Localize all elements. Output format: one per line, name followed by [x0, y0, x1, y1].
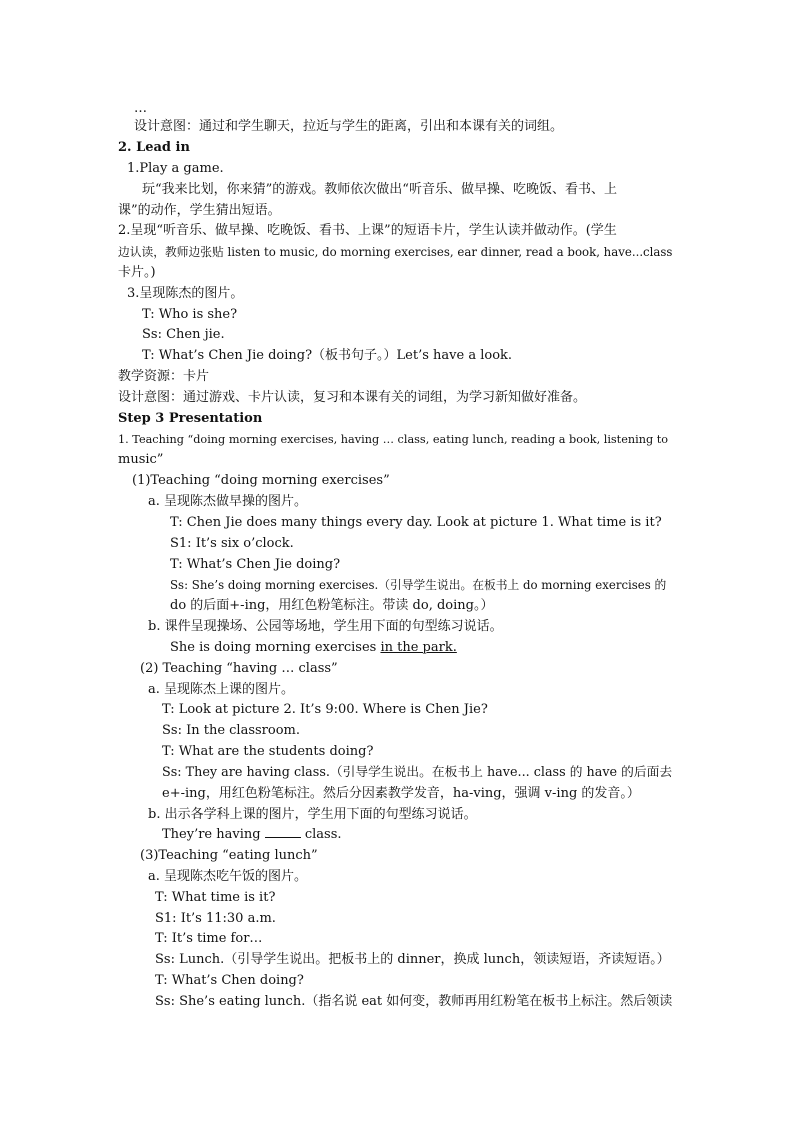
sentence-text: They’re having	[162, 827, 261, 842]
subsection-heading: (1)Teaching “doing morning exercises”	[132, 473, 390, 488]
teaching-resource: 教学资源：卡片	[118, 369, 210, 384]
paragraph-line: 卡片。)	[118, 265, 156, 280]
dialogue-line: T: What time is it?	[155, 890, 276, 905]
dialogue-line: T: What’s Chen Jie doing?（板书句子。）Let’s have a look.	[142, 348, 513, 363]
ellipsis-line: …	[134, 101, 147, 116]
section-heading-presentation: Step 3 Presentation	[118, 411, 263, 426]
dialogue-line: do 的后面+-ing，用红色粉笔标注。带读 do, doing。）	[170, 598, 494, 613]
dialogue-line: S1: It’s six o’clock.	[170, 536, 294, 551]
list-item: b. 课件呈现操场、公园等场地，学生用下面的句型练习说话。	[148, 619, 503, 634]
dialogue-line: T: Look at picture 2. It’s 9:00. Where is Chen Jie?	[162, 702, 488, 717]
step-item: 2.呈现“听音乐、做早操、吃晚饭、看书、上课”的短语卡片，学生认读并做动作。(学生	[118, 223, 617, 238]
paragraph-line: 玩“我来比划，你来猜”的游戏。教师依次做出“听音乐、做早操、吃晚饭、看书、上	[142, 182, 617, 197]
design-intent-2: 设计意图：通过游戏、卡片认读，复习和本课有关的词组，为学习新知做好准备。	[118, 390, 587, 405]
section-heading-lead-in: 2. Lead in	[118, 140, 190, 155]
dialogue-line: T: Who is she?	[142, 307, 238, 322]
practice-sentence	[162, 825, 342, 845]
dialogue-line: T: It’s time for…	[155, 931, 263, 946]
paragraph-line: 边认读，教师边张贴 listen to music, do morning exercises, ear dinner, read a book, have...class	[118, 245, 673, 259]
step-item: 3.呈现陈杰的图片。	[127, 286, 244, 301]
sentence-text: class.	[304, 827, 342, 842]
list-item: b. 出示各学科上课的图片，学生用下面的句型练习说话。	[148, 807, 477, 822]
subsection-heading: (3)Teaching “eating lunch”	[140, 848, 318, 863]
paragraph-line: 1. Teaching “doing morning exercises, having … class, eating lunch, reading a book, listening to	[118, 433, 669, 446]
dialogue-line: Ss: Chen jie.	[142, 327, 225, 342]
dialogue-line: Ss: She’s doing morning exercises.（引导学生说出。在板书上 do morning exercises 的	[170, 578, 667, 592]
dialogue-line: S1: It’s 11:30 a.m.	[155, 911, 276, 926]
dialogue-line: T: What’s Chen doing?	[155, 973, 304, 988]
sentence-text: She is doing morning exercises	[170, 640, 381, 655]
practice-sentence	[170, 638, 457, 658]
dialogue-line: T: What are the students doing?	[162, 744, 374, 759]
fill-in-blank	[265, 825, 301, 838]
dialogue-line: Ss: She’s eating lunch.（指名说 eat 如何变，教师再用红粉笔在板书上标注。然后领读	[155, 994, 673, 1009]
dialogue-line: e+-ing，用红色粉笔标注。然后分因素教学发音，ha-ving，强调 v-ing 的发音。）	[162, 786, 640, 801]
paragraph-line: 课”的动作，学生猜出短语。	[118, 203, 281, 218]
subsection-heading: (2) Teaching “having … class”	[140, 661, 338, 676]
design-intent-1: 设计意图：通过和学生聊天，拉近与学生的距离，引出和本课有关的词组。	[134, 119, 564, 134]
underlined-phrase: in the park.	[380, 640, 457, 655]
list-item: a. 呈现陈杰做早操的图片。	[148, 494, 308, 509]
paragraph-line: music”	[118, 452, 164, 467]
step-item: 1.Play a game.	[127, 161, 224, 176]
dialogue-line: Ss: In the classroom.	[162, 723, 301, 738]
list-item: a. 呈现陈杰吃午饭的图片。	[148, 869, 308, 884]
dialogue-line: Ss: Lunch.（引导学生说出。把板书上的 dinner，换成 lunch，领读短语，齐读短语。）	[155, 952, 670, 967]
dialogue-line: T: Chen Jie does many things every day. Look at picture 1. What time is it?	[170, 515, 662, 530]
dialogue-line: T: What’s Chen Jie doing?	[170, 557, 341, 572]
dialogue-line: Ss: They are having class.（引导学生说出。在板书上 have... class 的 have 的后面去	[162, 765, 673, 780]
list-item: a. 呈现陈杰上课的图片。	[148, 682, 295, 697]
